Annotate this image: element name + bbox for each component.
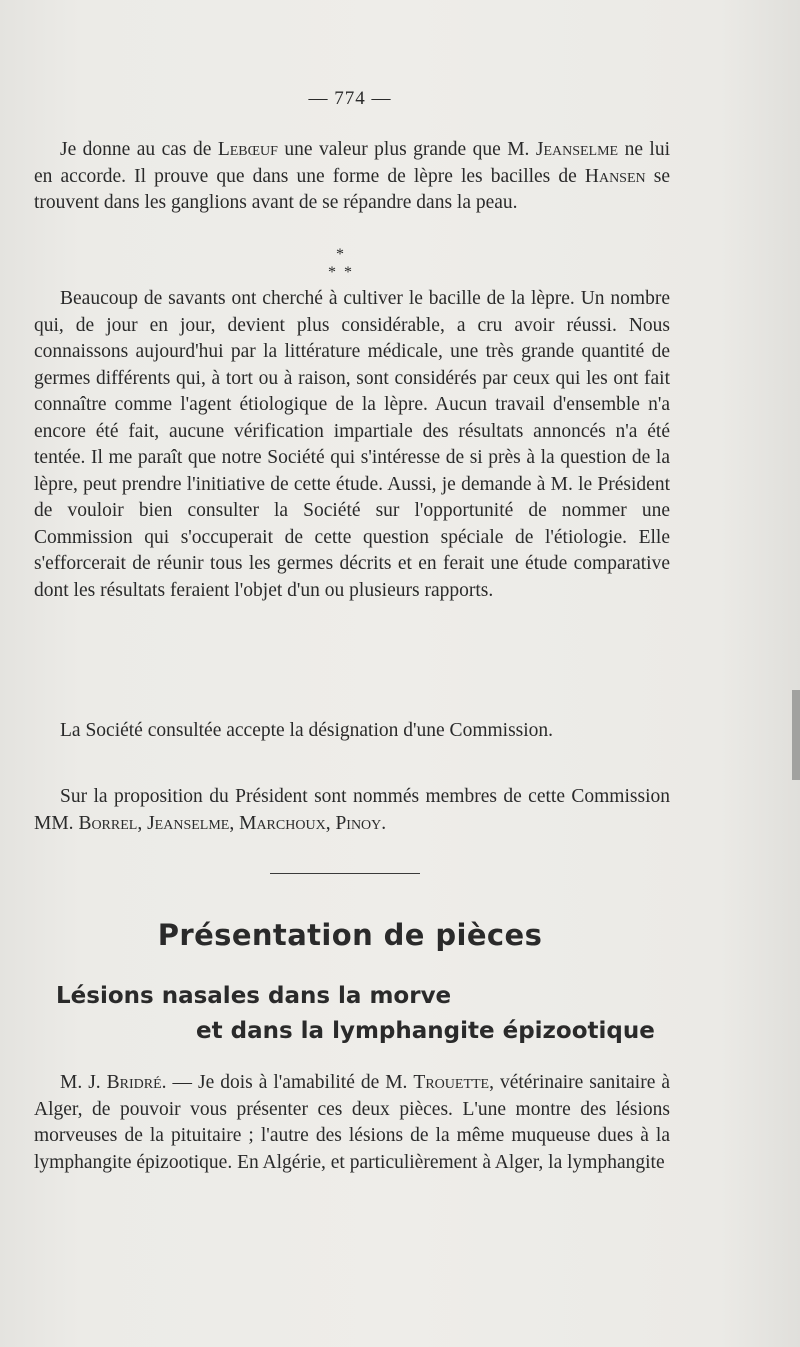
member-name: Pinoy xyxy=(335,812,382,834)
separator: , xyxy=(229,812,240,834)
asterism-top: * xyxy=(336,246,344,263)
author-name: Trouette xyxy=(413,1072,490,1093)
asterism-divider xyxy=(0,246,680,286)
paragraph-lepre-culture xyxy=(34,286,670,604)
separator: , xyxy=(325,812,336,834)
member-name: Borrel xyxy=(78,812,138,834)
text-run: . — Je dois à l'amabilité de M. xyxy=(161,1072,414,1093)
section-title: Présentation de pièces xyxy=(157,918,543,952)
subtitle-line-1: Lésions nasales dans la morve xyxy=(56,983,452,1009)
paragraph-commission-members xyxy=(34,784,670,837)
text-run: . xyxy=(381,812,387,834)
text-run: se trouvent dans les ganglions avant de se répandre dans la peau. xyxy=(34,165,670,213)
separator: , xyxy=(137,812,148,834)
author-name: Lebœuf xyxy=(217,139,278,160)
text-run: Je donne au cas de xyxy=(60,139,218,160)
author-name: Hansen xyxy=(584,165,646,187)
paragraph-text: Beaucoup de savants ont cherché à cultiver le bacille de la lèpre. Un nombre qui, de jour en jour, devient plus considérable, a cru avoir réussi. Nous connaissons aujourd'hui par la littérature médicale, une très grande quantité de germes différents qui, à tort ou à raison, sont considérés par ceux qui les ont fait connaître comme l'agent étiologique de la lèpre. Aucun travail d'ensemble n'a encore été fait, aucune vérification impartiale des résultats annoncés n'a été tentée. Il me paraît que notre Société qui s'intéresse de si près à la question de la lèpre, peut prendre l'initiative de cette étude. Aussi, je demande à M. le Président de vouloir bien consulter la Société sur l'opportunité de nommer une Commission qui s'occuperait de cette question spéciale de l'étiologie. Elle s'efforcerait de réunir tous les germes décrits et en ferait une étude comparative dont les résultats feraient l'objet d'un ou plusieurs rapports. xyxy=(34,288,670,601)
paragraph-lebœuf xyxy=(34,137,670,217)
text-run: une valeur plus grande que M. xyxy=(277,139,536,160)
member-name: Jeanselme xyxy=(147,812,230,834)
text-run: M. J. xyxy=(60,1072,107,1093)
subtitle-line-2: et dans la lymphangite épizootique xyxy=(196,1018,655,1044)
member-name: Marchoux xyxy=(239,812,326,834)
page-edge-shadow xyxy=(792,690,800,780)
section-divider xyxy=(270,873,420,874)
author-name: Bridré xyxy=(106,1072,162,1093)
text-run: ne lui en accorde. Il prouve que dans une forme de lèpre les bacilles de xyxy=(34,139,670,187)
text-run: Sur la proposition du Président sont nommés membres de cette Commission MM. xyxy=(34,786,670,834)
paragraph-text: La Société consultée accepte la désignation d'une Commission. xyxy=(60,720,554,741)
asterism-bottom: * * xyxy=(328,264,352,281)
paragraph-bridre xyxy=(34,1070,670,1176)
paragraph-commission-accepted xyxy=(34,718,670,745)
text-run: , vétérinaire sanitaire à Alger, de pouvoir vous présenter ces deux pièces. L'une montre des lésions morveuses de la pituitaire ; l'autre des lésions de la même muqueuse dues à la lymphangite épizootique. En Algérie, et particulièrement à Alger, la lymphangite xyxy=(34,1072,670,1173)
page-number: — 774 — xyxy=(308,88,392,109)
author-name: Jeanselme xyxy=(535,139,619,160)
